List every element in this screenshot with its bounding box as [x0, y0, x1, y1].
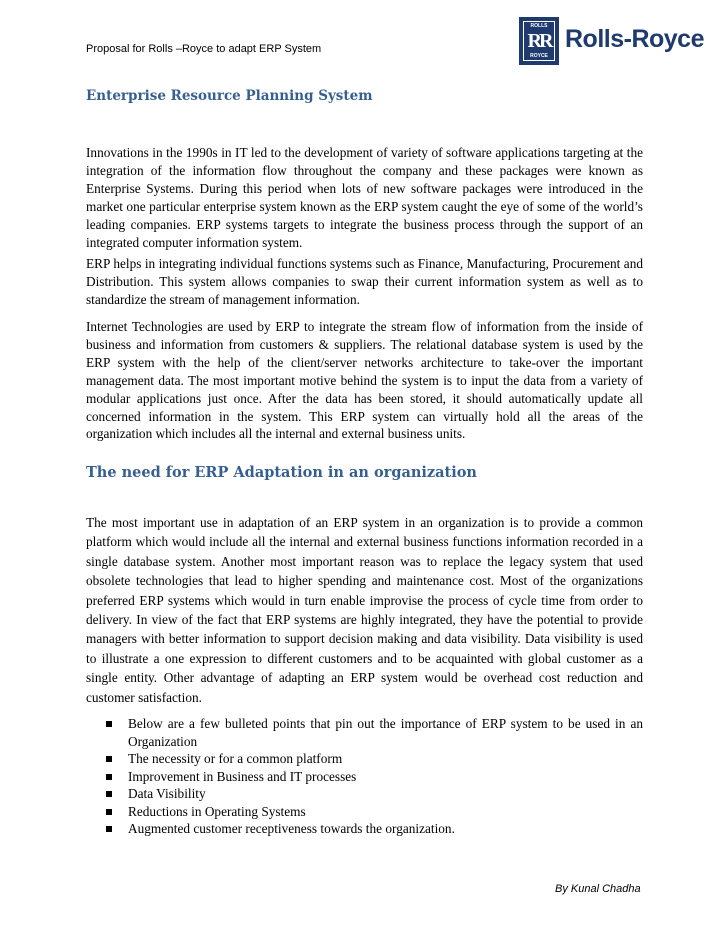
section1-heading: Enterprise Resource Planning System	[86, 88, 373, 104]
list-item: The necessity or for a common platform	[86, 750, 643, 768]
list-item: Data Visibility	[86, 785, 643, 803]
footer-author: By Kunal Chadha	[555, 883, 641, 895]
rr-badge-icon	[519, 17, 559, 65]
running-header: Proposal for Rolls –Royce to adapt ERP System	[86, 43, 322, 55]
logo-wordmark: Rolls-Royce	[565, 25, 704, 53]
section1-paragraph-3: Internet Technologies are used by ERP to integrate the stream flow of information from the inside of business and information from customers & suppliers. The relational database system is used by the ERP system with the help of the client/server networks architecture to take-over the important management data. The most important motive behind the system is to input the data from a variety of modular applications just once. After the data has been stored, it should automatically update all concerned information in the system. This ERP system can virtually hold all the areas of the organization which includes all the internal and external business units.	[86, 319, 643, 442]
square-bullet-icon	[106, 756, 112, 762]
square-bullet-icon	[106, 774, 112, 780]
list-item: Augmented customer receptiveness towards the organization.	[86, 820, 643, 838]
badge-top-word: ROLLS	[530, 23, 548, 29]
badge-bottom-word: ROYCE	[530, 53, 548, 59]
section2-paragraph: The most important use in adaptation of an ERP system in an organization is to provide a common platform which would include all the internal and external business functions information recorded in a single database system. Another most important reason was to replace the legacy system that used obsolete technologies that lead to higher spending and maintenance cost. Most of the organizations preferred ERP systems which would in turn enable improvise the process of cycle time from order to delivery. In view of the fact that ERP systems are highly integrated, they have the potential to provide managers with better information to support decision making and data visibility. Data visibility is used to illustrate a one expression to different customers and to be acquainted with global customer as a single entity. Other advantage of adapting an ERP system would be overhead cost reduction and customer satisfaction.	[86, 515, 643, 705]
list-item: Improvement in Business and IT processes	[86, 768, 643, 786]
importance-bullet-list	[86, 715, 643, 838]
rolls-royce-logo	[519, 17, 719, 67]
section1-paragraph-1: Innovations in the 1990s in IT led to the development of variety of software applications targeting at the integration of the information flow throughout the company and these packages were known as Enterprise Systems. During this period when lots of new software packages were introduced in the market one particular enterprise system known as the ERP system caught the eye of some of the world’s leading companies. ERP systems targets to integrate the business process through the support of an integrated computer information system.	[86, 145, 643, 250]
badge-monogram: RR	[527, 30, 551, 52]
section2-heading: The need for ERP Adaptation in an organization	[86, 464, 477, 481]
square-bullet-icon	[106, 809, 112, 815]
square-bullet-icon	[106, 791, 112, 797]
section1-paragraph-2: ERP helps in integrating individual functions systems such as Finance, Manufacturing, Procurement and Distribution. This system allows companies to swap their current information system as well as to standardize the stream of management information.	[86, 256, 643, 307]
list-item: Below are a few bulleted points that pin out the importance of ERP system to be used in an Organization	[86, 715, 643, 750]
square-bullet-icon	[106, 721, 112, 727]
square-bullet-icon	[106, 826, 112, 832]
list-item: Reductions in Operating Systems	[86, 803, 643, 821]
